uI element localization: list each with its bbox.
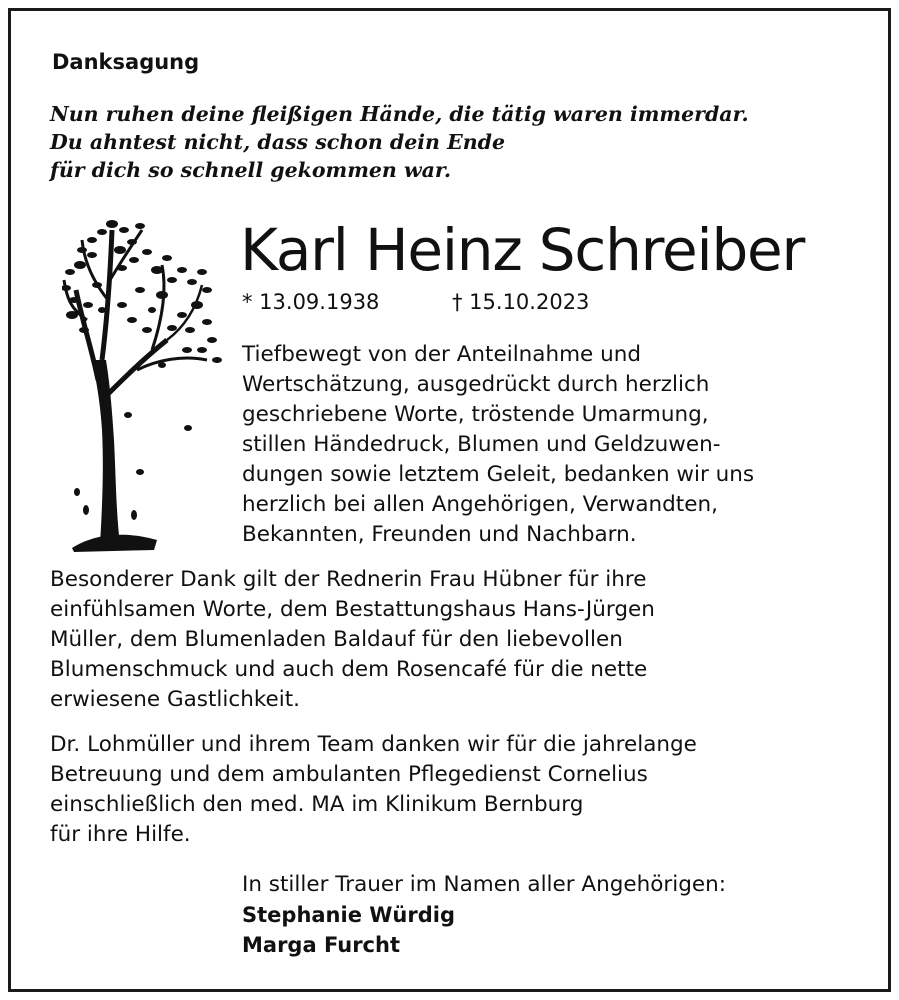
text-line: stillen Händedruck, Blumen und Geldzuwen- <box>242 432 721 457</box>
text-line: erwiesene Gastlichkeit. <box>50 687 300 712</box>
poem <box>50 100 749 184</box>
text-line: Betreuung und dem ambulanten Pflegedienst Cornelius <box>50 762 648 787</box>
closing-line: In stiller Trauer im Namen aller Angehörigen: <box>242 872 726 897</box>
text-line: Besonderer Dank gilt der Rednerin Frau Hübner für ihre <box>50 567 647 592</box>
death-date: † 15.10.2023 <box>452 290 590 314</box>
deceased-name: Karl Heinz Schreiber <box>240 216 805 284</box>
text-line: Dr. Lohmüller und ihrem Team danken wir für die jahrelange <box>50 732 697 757</box>
signers <box>242 900 455 960</box>
text-line: Blumenschmuck und auch dem Rosencafé für die nette <box>50 657 648 682</box>
tree-illustration-icon <box>62 210 222 555</box>
thanks-paragraph <box>242 340 862 550</box>
special-thanks-paragraph <box>50 565 850 715</box>
poem-line: Du ahntest nicht, dass schon dein Ende <box>50 130 505 154</box>
text-line: Tiefbewegt von der Anteilnahme und <box>242 342 641 367</box>
poem-line: für dich so schnell gekommen war. <box>50 158 451 182</box>
text-line: geschriebene Worte, tröstende Umarmung, <box>242 402 709 427</box>
signer-name: Stephanie Würdig <box>242 903 455 927</box>
heading: Danksagung <box>52 50 200 74</box>
text-line: Bekannten, Freunden und Nachbarn. <box>242 522 637 547</box>
text-line: Wertschätzung, ausgedrückt durch herzlich <box>242 372 710 397</box>
text-line: einschließlich den med. MA im Klinikum Bernburg <box>50 792 584 817</box>
text-line: für ihre Hilfe. <box>50 822 191 847</box>
care-thanks-paragraph <box>50 730 850 850</box>
text-line: herzlich bei allen Angehörigen, Verwandten, <box>242 492 718 517</box>
birth-date: * 13.09.1938 <box>242 290 380 314</box>
signer-name: Marga Furcht <box>242 933 400 957</box>
text-line: einfühlsamen Worte, dem Bestattungshaus Hans-Jürgen <box>50 597 655 622</box>
life-dates <box>242 290 590 314</box>
text-line: Müller, dem Blumenladen Baldauf für den liebevollen <box>50 627 623 652</box>
text-line: dungen sowie letztem Geleit, bedanken wir uns <box>242 462 755 487</box>
poem-line: Nun ruhen deine fleißigen Hände, die tätig waren immerdar. <box>50 102 749 126</box>
